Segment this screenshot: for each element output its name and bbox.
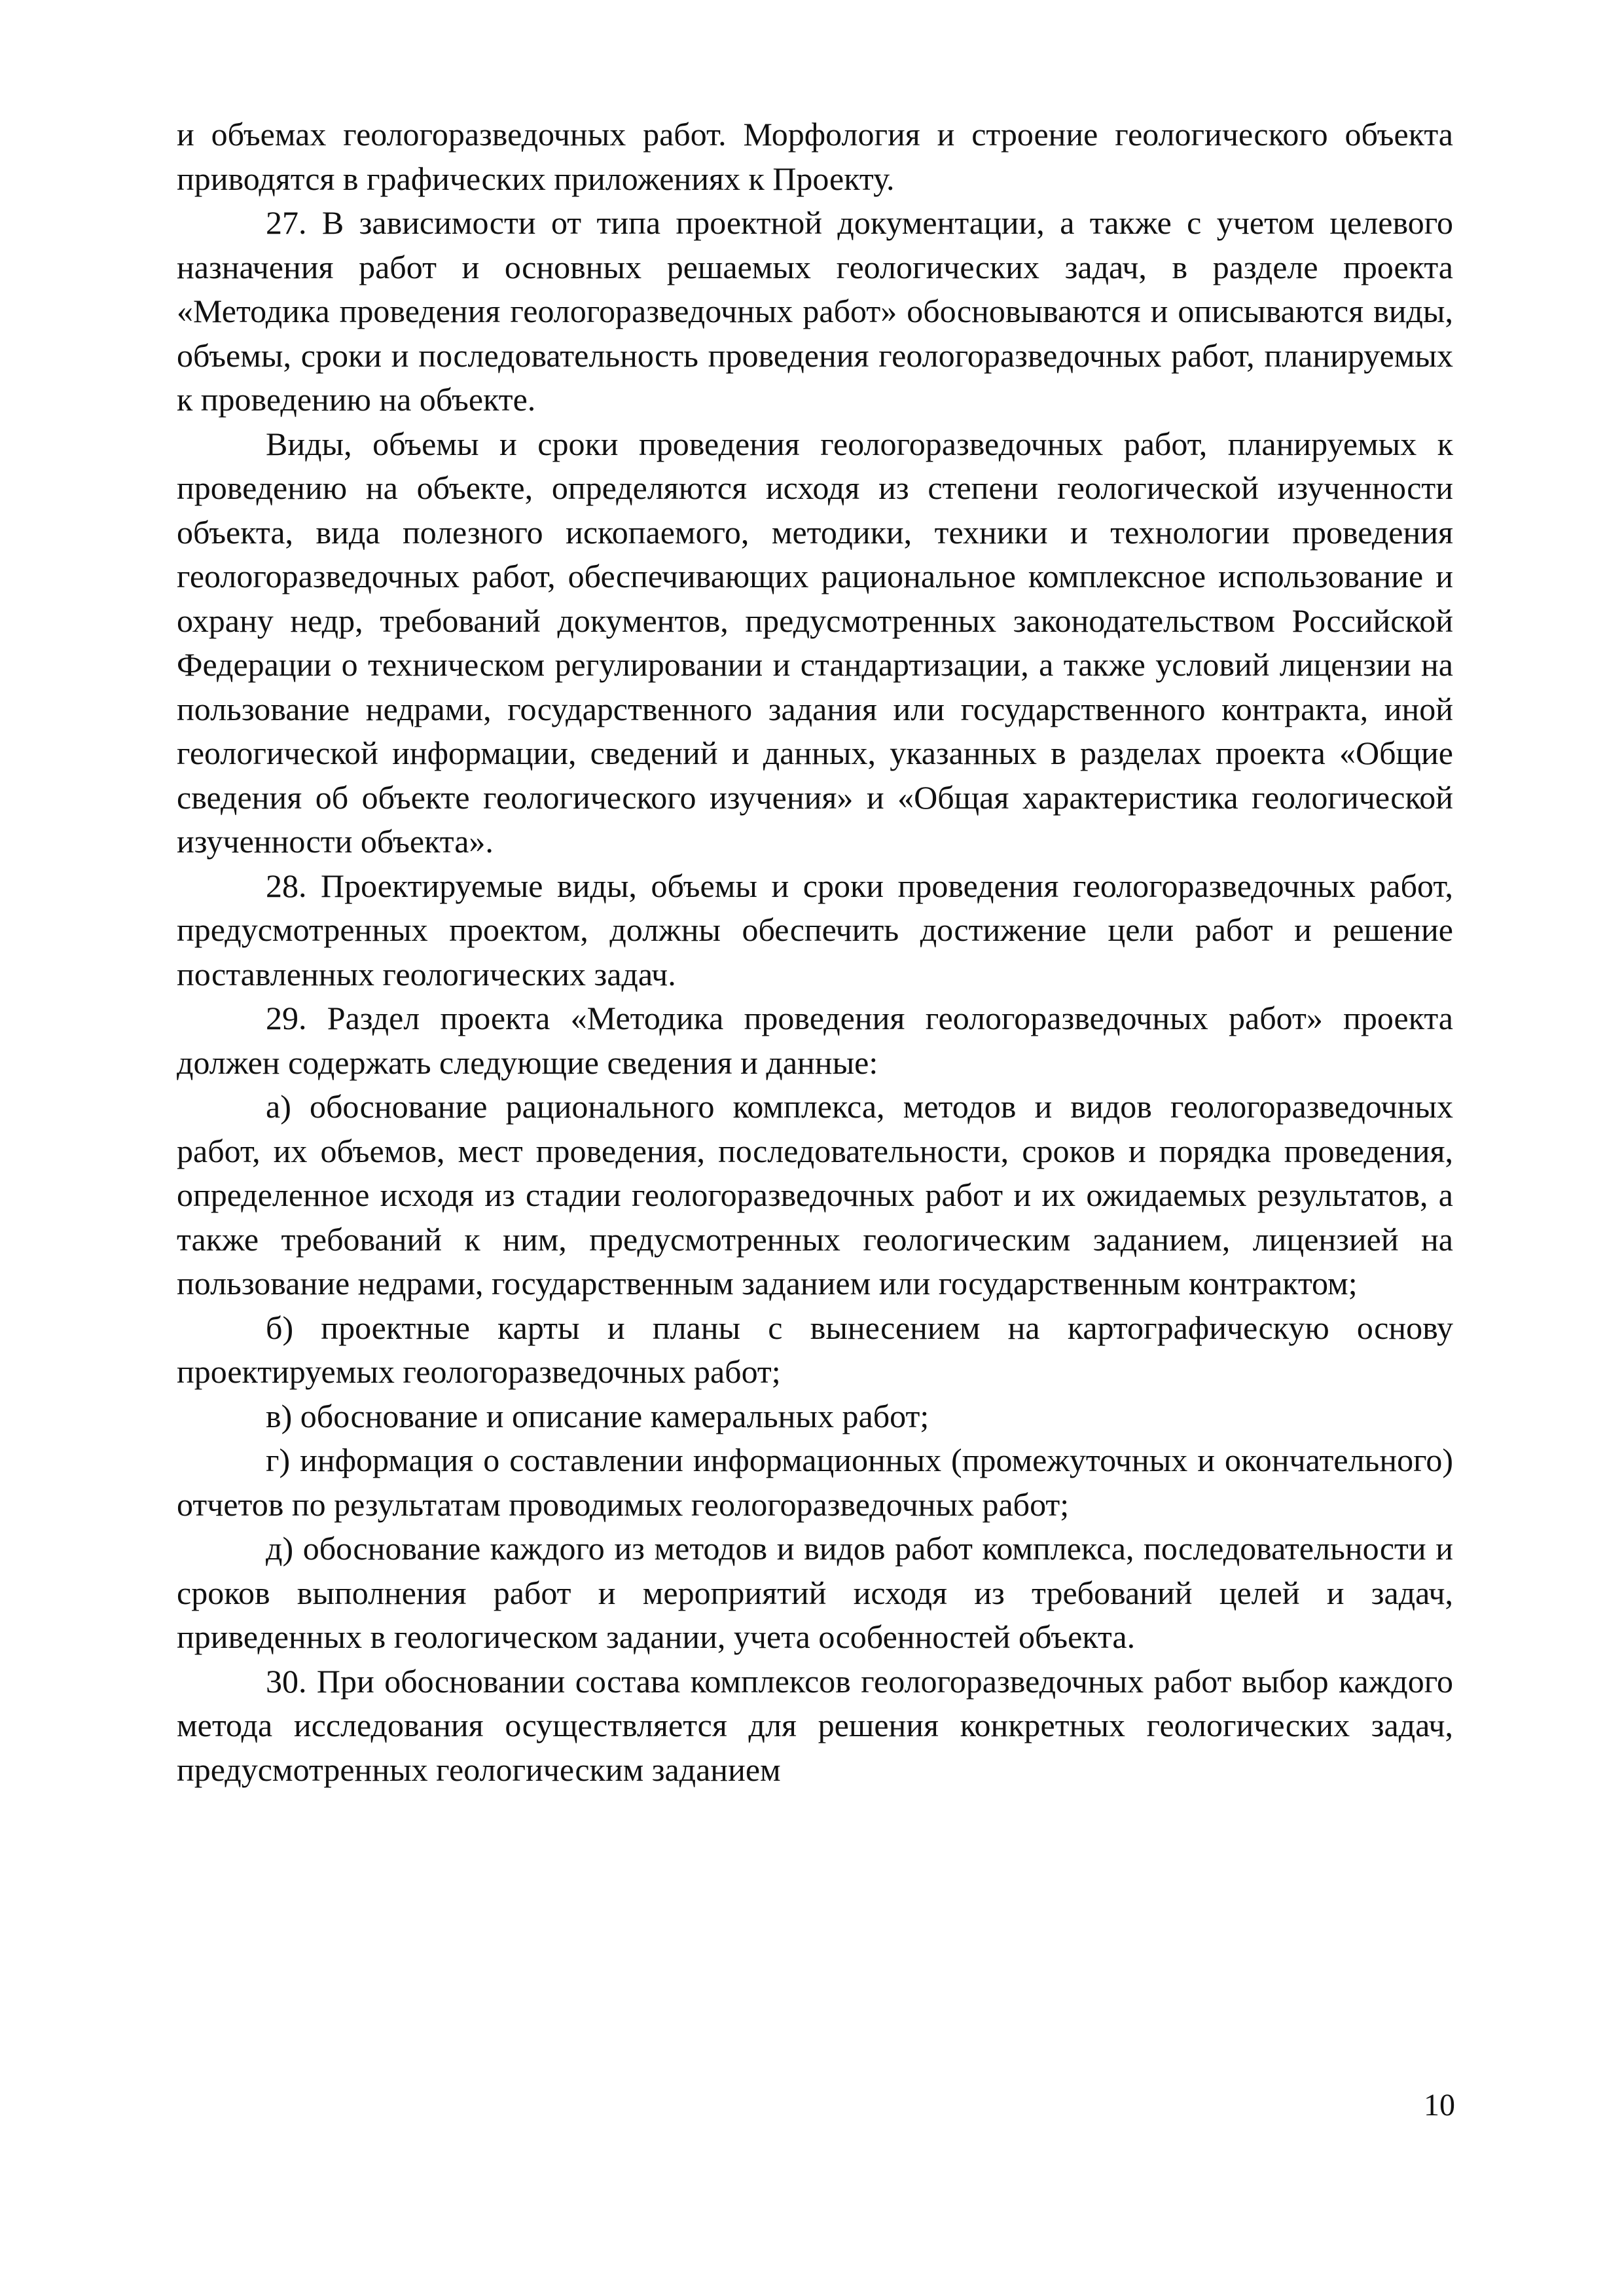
- paragraph-28: 28. Проектируемые виды, объемы и сроки проведения геологоразведочных работ, предусмотренных проектом, должны обеспечить достижение цели работ и решение поставленных геологических задач.: [177, 867, 1453, 993]
- page-number: 10: [1424, 2088, 1455, 2123]
- paragraph-30: 30. При обосновании состава комплексов геологоразведочных работ выбор каждого метода исследования осуществляется для решения конкретных геологических задач, предусмотренных геологическим заданием: [177, 1662, 1453, 1788]
- paragraph-29: 29. Раздел проекта «Методика проведения геологоразведочных работ» проекта должен содержать следующие сведения и данные:: [177, 1000, 1453, 1081]
- list-item-v: в) обоснование и описание камеральных работ;: [266, 1397, 929, 1434]
- paragraph-27: 27. В зависимости от типа проектной документации, а также с учетом целевого назначения работ и основных решаемых геологических задач, в разделе проекта «Методика проведения геологоразведочных работ» обосновываются и описываются виды, объемы, сроки и последовательность проведения геологоразведочных работ, планируемых к проведению на объекте.: [177, 204, 1453, 418]
- document-body: [177, 113, 1453, 1792]
- paragraph-27-types-volumes: Виды, объемы и сроки проведения геологоразведочных работ, планируемых к проведению на объекте, определяются исходя из степени геологической изученности объекта, вида полезного ископаемого, методики, техники и технологии проведения геологоразведочных работ, обеспечивающих рациональное комплексное использование и охрану недр, требований документов, предусмотренных законодательством Российской Федерации о техническом регулировании и стандартизации, а также условий лицензии на пользование недрами, государственного задания или государственного контракта, иной геологической информации, сведений и данных, указанных в разделах проекта «Общие сведения об объекте геологического изучения» и «Общая характеристика геологической изученности объекта».: [177, 425, 1453, 860]
- list-item-a: а) обоснование рационального комплекса, методов и видов геологоразведочных работ, их объемов, мест проведения, последовательности, сроков и порядка проведения, определенное исходя из стадии геологоразведочных работ и их ожидаемых результатов, а также требований к ним, предусмотренных геологическим заданием, лицензией на пользование недрами, государственным заданием или государственным контрактом;: [177, 1088, 1453, 1302]
- list-item-b: б) проектные карты и планы с вынесением на картографическую основу проектируемых геологоразведочных работ;: [177, 1309, 1453, 1390]
- list-item-g: г) информация о составлении информационных (промежуточных и окончательного) отчетов по результатам проводимых геологоразведочных работ;: [177, 1442, 1453, 1523]
- paragraph-continuation: и объемах геологоразведочных работ. Морфология и строение геологического объекта приводятся в графических приложениях к Проекту.: [177, 116, 1453, 197]
- list-item-d: д) обоснование каждого из методов и видов работ комплекса, последовательности и сроков выполнения работ и мероприятий исходя из требований целей и задач, приведенных в геологическом задании, учета особенностей объекта.: [177, 1530, 1453, 1655]
